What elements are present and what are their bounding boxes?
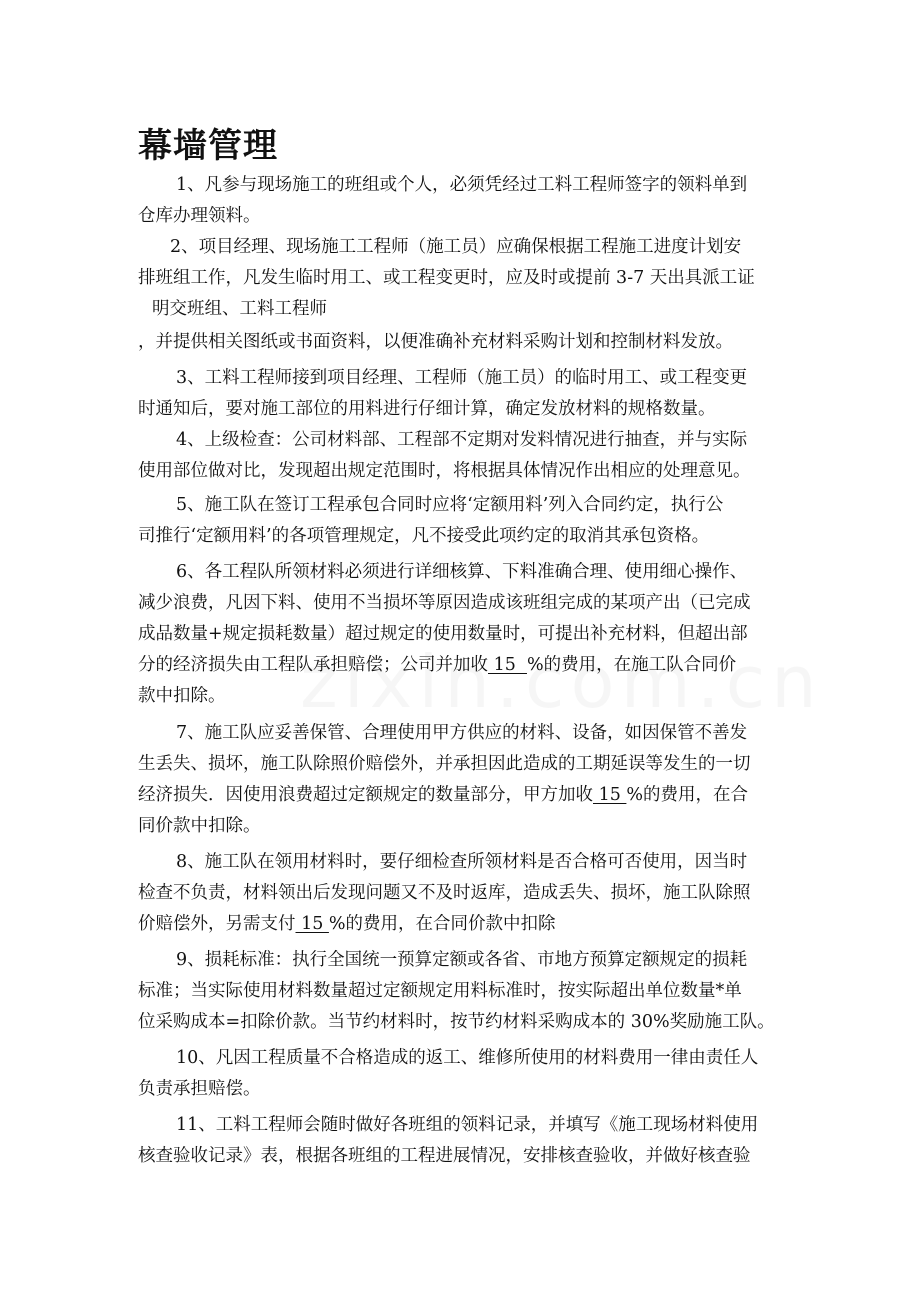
paragraph-line: 时通知后，要对施工部位的用料进行仔细计算，确定发放材料的规格数量。 — [138, 399, 716, 419]
paragraph-line — [138, 783, 748, 807]
paragraph-line: 7、施工队应妥善保管、合理使用甲方供应的材料、设备，如因保管不善发 — [176, 723, 748, 743]
paragraph-line: ，并提供相关图纸或书面资料，以便准确补充材料采购计划和控制材料发放。 — [138, 332, 733, 352]
paragraph-line: 10、凡因工程质量不合格造成的返工、维修所使用的材料费用一律由责任人 — [176, 1048, 759, 1068]
paragraph-line: 生丢失、损坏，施工队除照价赔偿外，并承担因此造成的工期延误等发生的一切 — [138, 754, 751, 774]
line-text-after: %的费用，在合 — [626, 785, 749, 805]
paragraph-line: 6、各工程队所领材料必须进行详细核算、下料准确合理、使用细心操作、 — [176, 562, 748, 582]
paragraph-line: 标准；当实际使用材料数量超过定额规定用料标准时，按实际超出单位数量*单 — [138, 981, 742, 1001]
line-text-before: 分的经济损失由工程队承担赔偿；公司并加收 — [138, 655, 488, 675]
paragraph-line: 5、施工队在签订工程承包合同时应将‘定额用料’列入合同约定，执行公 — [176, 495, 724, 515]
paragraph-line: 检查不负责，材料领出后发现问题又不及时返库，造成丢失、损坏，施工队除照 — [138, 883, 751, 903]
fee-percentage-value: 15 — [488, 655, 527, 675]
paragraph-line: 使用部位做对比，发现超出规定范围时，将根据具体情况作出相应的处理意见。 — [138, 461, 751, 481]
paragraph-line: 同价款中扣除。 — [138, 816, 261, 836]
paragraph-line: 排班组工作，凡发生临时用工、或工程变更时，应及时或提前 3-7 天出具派工证 — [138, 268, 755, 288]
paragraph-line: 负责承担赔偿。 — [138, 1079, 261, 1099]
document-title: 幕墙管理 — [138, 126, 278, 166]
paragraph-line: 款中扣除。 — [138, 686, 226, 706]
paragraph-line: 11、工料工程师会随时做好各班组的领料记录，并填写《施工现场材料使用 — [176, 1115, 759, 1135]
line-text-before: 价赔偿外，另需支付 — [138, 914, 296, 934]
line-text-after: %的费用，在合同价款中扣除 — [328, 914, 556, 934]
paragraph-line: 减少浪费，凡因下料、使用不当损坏等原因造成该班组完成的某项产出（已完成 — [138, 593, 751, 613]
fee-percentage-value: 15 — [295, 914, 329, 934]
paragraph-line: 9、损耗标准：执行全国统一预算定额或各省、市地方预算定额规定的损耗 — [176, 950, 748, 970]
paragraph-line: 核查验收记录》表，根据各班组的工程进展情况，安排核查验收，并做好核查验 — [138, 1146, 751, 1166]
paragraph-line: 3、工料工程师接到项目经理、工程师（施工员）的临时用工、或工程变更 — [176, 368, 748, 388]
line-text-after: %的费用，在施工队合同价 — [526, 655, 737, 675]
paragraph-line: 1、凡参与现场施工的班组或个人，必须凭经过工料工程师签字的领料单到 — [176, 175, 748, 195]
paragraph-line: 司推行‘定额用料’的各项管理规定，凡不接受此项约定的取消其承包资格。 — [138, 526, 710, 546]
paragraph-line: 成品数量+规定损耗数量）超过规定的使用数量时，可提出补充材料，但超出部 — [138, 624, 748, 644]
paragraph-line: 明交班组、工料工程师 — [152, 299, 327, 319]
paragraph-line: 位采购成本=扣除价款。当节约材料时，按节约材料采购成本的 30%奖励施工队。 — [138, 1012, 775, 1032]
paragraph-line — [138, 912, 556, 936]
paragraph-line: 8、施工队在领用材料时，要仔细检查所领材料是否合格可否使用，因当时 — [176, 852, 748, 872]
fee-percentage-value: 15 — [593, 785, 627, 805]
line-text-before: 经济损失．因使用浪费超过定额规定的数量部分，甲方加收 — [138, 785, 593, 805]
paragraph-line: 仓库办理领料。 — [138, 206, 261, 226]
paragraph-line: 4、上级检查：公司材料部、工程部不定期对发料情况进行抽查，并与实际 — [176, 430, 748, 450]
paragraph-line: 2、项目经理、现场施工工程师（施工员）应确保根据工程施工进度计划安 — [170, 237, 742, 257]
paragraph-line — [138, 653, 736, 677]
